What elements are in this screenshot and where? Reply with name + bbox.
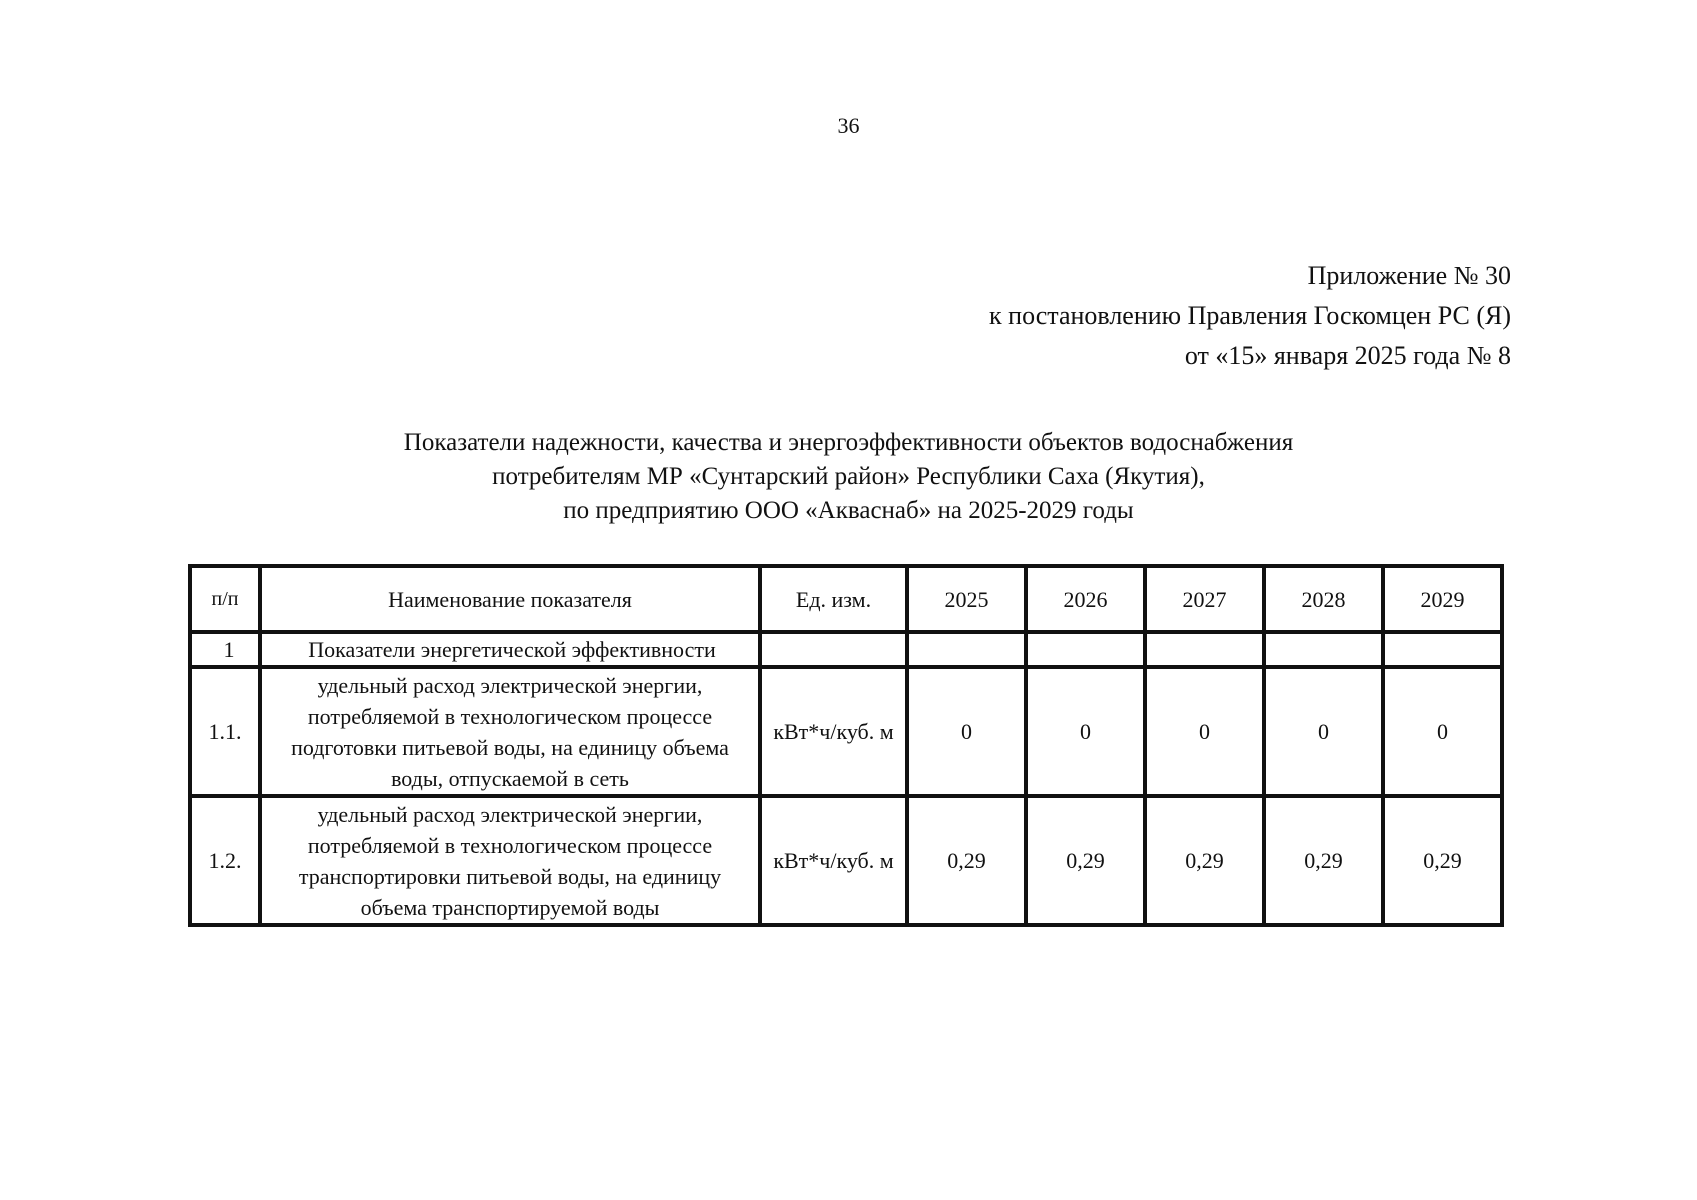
row-num: 1.2.: [190, 796, 260, 925]
header-year-2029: 2029: [1383, 566, 1502, 632]
row-value-2026: 0,29: [1026, 796, 1145, 925]
table-header-row: [190, 566, 1502, 632]
section-empty-cell: [1383, 632, 1502, 667]
row-unit: кВт*ч/куб. м: [760, 667, 907, 796]
row-value-2027: 0,29: [1145, 796, 1264, 925]
name-line: удельный расход электрической энергии,: [317, 801, 703, 827]
appendix-line-2: к постановлению Правления Госкомцен РС (Я): [989, 301, 1511, 330]
row-value-2027: 0: [1145, 667, 1264, 796]
title-line-2: потребителям МР «Сунтарский район» Республики Саха (Якутия),: [492, 463, 1205, 490]
row-unit: кВт*ч/куб. м: [760, 796, 907, 925]
table-section-row: [190, 632, 1502, 667]
row-value-2029: 0: [1383, 667, 1502, 796]
document-title: [0, 426, 1697, 528]
table-row: [190, 667, 1502, 796]
section-num: 1: [190, 632, 260, 667]
table-row: [190, 796, 1502, 925]
row-value-2025: 0,29: [907, 796, 1026, 925]
name-line: потребляемой в технологическом процессе: [307, 832, 713, 858]
header-name: Наименование показателя: [260, 566, 760, 632]
name-line: удельный расход электрической энергии,: [317, 672, 703, 698]
name-line: потребляемой в технологическом процессе: [307, 703, 713, 729]
section-empty-cell: [1026, 632, 1145, 667]
section-empty-cell: [1264, 632, 1383, 667]
header-year-2028: 2028: [1264, 566, 1383, 632]
title-line-3: по предприятию ООО «Акваснаб» на 2025-2029 годы: [563, 497, 1134, 524]
name-line: транспортировки питьевой воды, на единицу: [298, 863, 722, 889]
row-value-2025: 0: [907, 667, 1026, 796]
title-line-1: Показатели надежности, качества и энергоэффективности объектов водоснабжения: [403, 429, 1294, 456]
name-line: объема транспортируемой воды: [360, 894, 660, 920]
row-value-2029: 0,29: [1383, 796, 1502, 925]
section-empty-cell: [907, 632, 1026, 667]
row-indicator-name: [260, 796, 760, 925]
appendix-reference: [989, 256, 1511, 376]
name-line: воды, отпускаемой в сеть: [391, 765, 629, 791]
header-num: п/п: [190, 566, 260, 632]
row-indicator-name: [260, 667, 760, 796]
header-year-2026: 2026: [1026, 566, 1145, 632]
header-year-2025: 2025: [907, 566, 1026, 632]
row-value-2028: 0: [1264, 667, 1383, 796]
row-value-2028: 0,29: [1264, 796, 1383, 925]
header-year-2027: 2027: [1145, 566, 1264, 632]
header-unit: Ед. изм.: [760, 566, 907, 632]
section-empty-cell: [760, 632, 907, 667]
section-empty-cell: [1145, 632, 1264, 667]
section-name: Показатели энергетической эффективности: [260, 632, 760, 667]
name-line: подготовки питьевой воды, на единицу объема: [291, 734, 729, 760]
appendix-line-1: Приложение № 30: [1307, 261, 1511, 290]
indicators-table: [188, 564, 1504, 927]
row-value-2026: 0: [1026, 667, 1145, 796]
row-num: 1.1.: [190, 667, 260, 796]
page-number: 36: [837, 113, 860, 138]
appendix-line-3: от «15» января 2025 года № 8: [1184, 341, 1511, 370]
